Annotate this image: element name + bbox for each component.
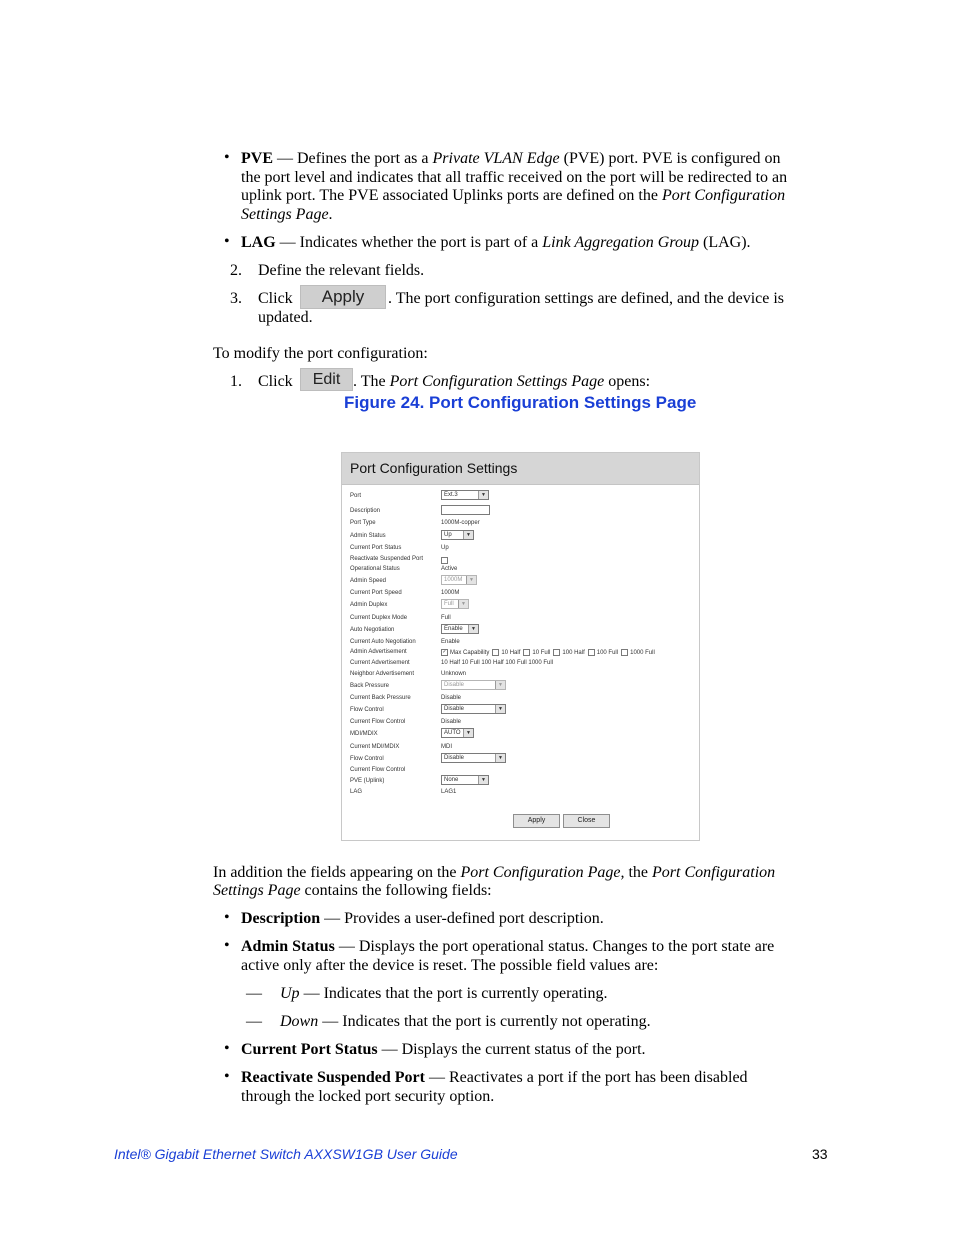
reactivate-suspended-bullet: Reactivate Suspended Port — Reactivates a port if the port has been disabled: [241, 1069, 748, 1086]
field-label: Neighbor Advertisement: [350, 671, 415, 677]
bullet-marker: •: [224, 1068, 230, 1085]
step-text: . The port configuration settings are defined, and the device is: [388, 290, 785, 307]
advertisement-option-label: 10 Full: [532, 650, 551, 657]
field-label: Back Pressure: [350, 683, 390, 689]
step-click-text: Click: [258, 290, 293, 307]
select-value: Enable: [444, 626, 463, 632]
advertisement-checkbox[interactable]: ✓: [442, 649, 447, 655]
bullet-marker: •: [224, 937, 230, 954]
field-label: Current Port Status: [350, 545, 402, 551]
field-label: MDI/MDIX: [350, 731, 378, 737]
pve-line-2: the port level and indicates that all traffic received on the port will be redirected to an: [241, 169, 788, 186]
advertisement-checkbox[interactable]: [523, 649, 530, 656]
field-select[interactable]: [441, 753, 506, 763]
field-value: Disable: [441, 719, 462, 725]
select-value: 1000M: [444, 577, 463, 583]
chevron-down-icon: ▼: [495, 681, 505, 689]
select-value: AUTO: [444, 730, 461, 736]
step-text: Define the relevant fields.: [258, 262, 425, 279]
bullet-marker: •: [224, 233, 230, 250]
down-value: Down — Indicates that the port is currently not operating.: [280, 1013, 651, 1030]
step-click-text: Click: [258, 373, 293, 390]
field-select[interactable]: [441, 775, 489, 785]
chevron-down-icon: ▼: [468, 625, 478, 633]
chevron-down-icon: ▼: [463, 531, 473, 539]
field-label: Current Flow Control: [350, 767, 406, 773]
field-label: Admin Speed: [350, 578, 387, 584]
field-select[interactable]: [441, 530, 474, 540]
admin-status-line-2: active only after the device is reset. The possible field values are:: [241, 957, 659, 974]
field-value: Active: [441, 566, 458, 572]
dash-marker: —: [246, 1013, 262, 1030]
field-value: Unknown: [441, 671, 467, 677]
chevron-down-icon: ▼: [495, 754, 505, 762]
bullet-marker: •: [224, 909, 230, 926]
bullet-marker: •: [224, 149, 230, 166]
field-label: Current Back Pressure: [350, 695, 411, 701]
chevron-down-icon: ▼: [466, 576, 476, 584]
advertisement-checkbox[interactable]: [492, 649, 499, 656]
page-number: 33: [812, 1146, 828, 1162]
field-label: PVE (Uplink): [350, 778, 385, 784]
field-label: Current Duplex Mode: [350, 615, 408, 621]
field-label: Description: [350, 508, 381, 514]
field-select: [441, 680, 506, 690]
field-value: Disable: [441, 695, 462, 701]
field-label: Current MDI/MDIX: [350, 744, 400, 750]
select-value: Full: [444, 601, 454, 607]
step-number: 1.: [230, 373, 242, 390]
step-number: 2.: [230, 262, 242, 279]
advertisement-option-label: 1000 Full: [630, 650, 655, 657]
field-label: Port: [350, 493, 362, 499]
field-select[interactable]: [441, 728, 474, 738]
apply-button-image[interactable]: Apply: [300, 285, 386, 309]
admin-status-bullet: Admin Status — Displays the port operational status. Changes to the port state are: [241, 938, 775, 955]
field-label: Admin Advertisement: [350, 649, 407, 655]
field-label: Flow Control: [350, 756, 384, 762]
select-value: Disable: [444, 755, 465, 761]
modify-intro: To modify the port configuration:: [213, 345, 428, 362]
description-input[interactable]: [441, 505, 490, 515]
field-value: Enable: [441, 639, 460, 645]
field-value: Full: [441, 615, 451, 621]
step-number: 3.: [230, 290, 242, 307]
advertisement-option-label: 100 Full: [596, 650, 619, 657]
field-label: Admin Status: [350, 533, 386, 539]
advertisement-checkbox[interactable]: [621, 649, 628, 656]
select-value: Ext.3: [444, 492, 458, 498]
advertisement-option-label: Max Capability: [450, 650, 490, 657]
field-select[interactable]: [441, 624, 479, 634]
field-label: Flow Control: [350, 707, 384, 713]
advertisement-option-label: 10 Half: [501, 650, 521, 657]
advertisement-options: [441, 649, 658, 656]
field-value: Up: [441, 545, 449, 551]
paragraph-line-2: Settings Page contains the following fields:: [213, 882, 492, 899]
field-label: Current Advertisement: [350, 660, 410, 666]
panel-title: Port Configuration Settings: [350, 460, 518, 476]
field-label: LAG: [350, 789, 363, 795]
field-value: LAG1: [441, 789, 457, 795]
dash-marker: —: [246, 985, 262, 1002]
chevron-down-icon: ▼: [495, 705, 505, 713]
step-text: updated.: [258, 309, 313, 326]
field-label: Current Flow Control: [350, 719, 406, 725]
advertisement-checkbox[interactable]: [588, 649, 595, 656]
field-label: Port Type: [350, 520, 376, 526]
chevron-down-icon: ▼: [478, 776, 488, 784]
pve-line-4: Settings Page.: [241, 206, 333, 223]
reactivate-checkbox[interactable]: [441, 557, 448, 564]
reactivate-line-2: through the locked port security option.: [241, 1088, 495, 1105]
chevron-down-icon: ▼: [458, 600, 468, 608]
field-label: Reactivate Suspended Port: [350, 556, 424, 562]
field-select: [441, 599, 469, 609]
footer-title: Intel® Gigabit Ethernet Switch AXXSW1GB User Guide: [114, 1146, 458, 1162]
panel-apply-button[interactable]: Apply: [513, 814, 560, 828]
field-label: Auto Negotiation: [350, 627, 395, 633]
field-select[interactable]: [441, 490, 489, 500]
description-bullet: Description — Provides a user-defined port description.: [241, 910, 604, 927]
select-value: None: [444, 777, 459, 783]
lag-line: LAG — Indicates whether the port is part of a Link Aggregation Group (LAG).: [241, 234, 751, 251]
up-value: Up — Indicates that the port is currently operating.: [280, 985, 608, 1002]
field-value: 1000M: [441, 590, 460, 596]
chevron-down-icon: ▼: [463, 729, 473, 737]
edit-button-image[interactable]: Edit: [300, 368, 353, 391]
field-value: 10 Half 10 Full 100 Half 100 Full 1000 Full: [441, 660, 554, 666]
panel-close-button[interactable]: Close: [563, 814, 610, 828]
field-select: [441, 575, 477, 585]
port-config-settings-panel: [341, 452, 700, 841]
pve-line-3: uplink port. The PVE associated Uplinks ports are defined on the Port Configuration: [241, 187, 786, 204]
advertisement-checkbox[interactable]: [553, 649, 560, 656]
select-value: Disable: [444, 682, 465, 688]
step-text: . The Port Configuration Settings Page opens:: [353, 373, 651, 390]
pve-line-1: PVE — Defines the port as a Private VLAN Edge (PVE) port. PVE is configured on: [241, 150, 781, 167]
chevron-down-icon: ▼: [478, 491, 488, 499]
paragraph-line-1: In addition the fields appearing on the Port Configuration Page, the Port Configuration: [213, 864, 776, 881]
panel-header: [342, 453, 699, 485]
select-value: Disable: [444, 706, 465, 712]
field-label: Current Port Speed: [350, 590, 402, 596]
field-select[interactable]: [441, 704, 506, 714]
advertisement-option-label: 100 Half: [562, 650, 585, 657]
current-port-status-bullet: Current Port Status — Displays the current status of the port.: [241, 1041, 646, 1058]
field-value: 1000M-copper: [441, 520, 480, 526]
field-value: MDI: [441, 744, 452, 750]
field-label: Admin Duplex: [350, 602, 388, 608]
field-label: Current Auto Negotiation: [350, 639, 416, 645]
field-label: Operational Status: [350, 566, 400, 572]
select-value: Up: [444, 532, 452, 538]
figure-caption: Figure 24. Port Configuration Settings Page: [344, 393, 697, 412]
bullet-marker: •: [224, 1040, 230, 1057]
